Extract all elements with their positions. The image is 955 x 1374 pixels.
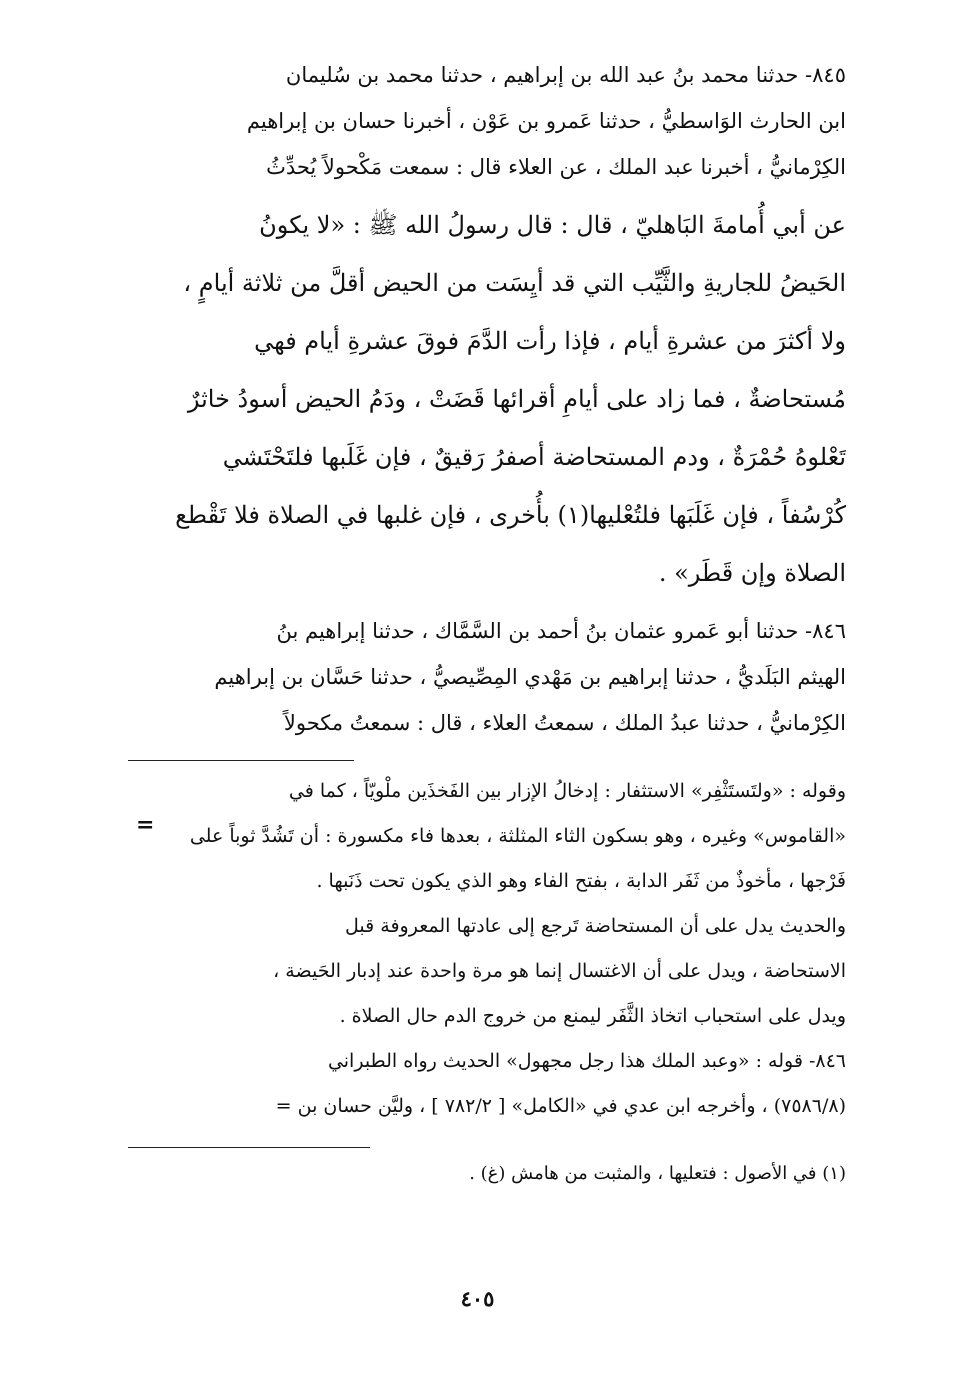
text-line: تَعْلوهُ حُمْرَةٌ ، ودم المستحاضة أصفرُ رَقيقٌ ، فإن غَلَبها فلتَحْتَشي <box>222 443 846 471</box>
text-line: مُستحاضةٌ ، فما زاد على أيامِ أقرائها قَضَتْ ، ودَمُ الحيض أسودُ خاثرٌ <box>187 385 846 413</box>
text-line: ولا أكثرَ من عشرةِ أيام ، فإذا رأت الدَّمَ فوقَ عشرةِ أيام فهي <box>254 327 846 355</box>
footnote-text: (١) في الأصول : فتعليها ، والمثبت من هامش (غ) . <box>469 1163 846 1184</box>
commentary-note-846 <box>128 1039 846 1129</box>
hadith-846-isnad <box>128 608 846 746</box>
text-line: عن أبي أُمامةَ البَاهليّ ، قال : قال رسولُ الله ﷺ : «لا يكونُ <box>259 211 846 239</box>
hadith-845-isnad <box>128 52 846 190</box>
text-line: الاستحاضة ، ويدل على أن الاغتسال إنما هو مرة واحدة عند إدبار الحَيضة ، <box>273 960 846 982</box>
text-line: الهيثم البَلَديُّ ، حدثنا إبراهيم بن مَهْدي المِصِّيصيُّ ، حدثنا حَسَّان بن إبراهيم <box>214 665 846 689</box>
text-line: الكِرْمانيُّ ، حدثنا عبدُ الملك ، سمعتُ العلاء ، قال : سمعتُ مكحولاً <box>283 711 846 735</box>
text-line: والحديث يدل على أن المستحاضة تَرجع إلى عادتها المعروفة قبل <box>345 915 846 937</box>
text-line: الحَيضُ للجاريةِ والثَّيِّب التي قد أيِسَت من الحيض أقلَّ من ثلاثة أيامٍ ، <box>183 269 846 297</box>
text-line: فَرْجها ، مأخوذٌ من ثَفَر الدابة ، بفتح الفاء وهو الذي يكون تحت ذَنَبها . <box>316 870 846 892</box>
text-line: الصلاة وإن قَطَر» . <box>658 559 846 587</box>
continuation-mark: = <box>136 812 155 838</box>
text-line: الكِرْمانيُّ ، أخبرنا عبد الملك ، عن العلاء قال : سمعت مَكْحولاً يُحدِّثُ <box>266 155 846 179</box>
commentary-note-istithfar <box>128 769 846 904</box>
text-line: ابن الحارث الوَاسطيُّ ، حدثنا عَمرو بن عَوْن ، أخبرنا حسان بن إبراهيم <box>246 109 846 133</box>
text-line: ٨٤٦- حدثنا أبو عَمرو عثمان بنُ أحمد بن السَّمَّاك ، حدثنا إبراهيم بنُ <box>276 619 846 643</box>
hadith-845-matn <box>128 196 846 602</box>
text-line: وقوله : «ولتَستَثْفِر» الاستثفار : إدخالُ الإزار بين الفَخذَين ملْويّاً ، كما في <box>288 780 846 802</box>
text-line: كُرْسُفاً ، فإن غَلَبَها فلتُعْليها(١) بأُخرى ، فإن غلبها في الصلاة فلا تَقْطع <box>175 501 846 529</box>
text-line: ٨٤٦- قوله : «وعبد الملك هذا رجل مجهول» الحديث رواه الطبراني <box>327 1050 846 1072</box>
text-line: «القاموس» وغيره ، وهو بسكون الثاء المثلثة ، بعدها فاء مكسورة : أن تَشُدَّ ثوباً على <box>189 825 846 847</box>
footnote <box>128 1156 846 1192</box>
text-line: ويدل على استحباب اتخاذ الثَّفَر ليمنع من خروج الدم حال الصلاة . <box>339 1005 846 1027</box>
commentary-note-hadith-meaning <box>128 904 846 1039</box>
page-body <box>128 52 846 1192</box>
notes-divider <box>128 760 354 761</box>
footnote-divider <box>128 1147 370 1148</box>
page-number: ٤٠٥ <box>460 1286 495 1311</box>
text-line: ٨٤٥- حدثنا محمد بنُ عبد الله بن إبراهيم ، حدثنا محمد بن سُليمان <box>285 63 846 87</box>
text-line: (٧٥٨٦/٨) ، وأخرجه ابن عدي في «الكامل» [ ٧٨٢/٢ ] ، وليَّن حسان بن = <box>275 1095 846 1117</box>
